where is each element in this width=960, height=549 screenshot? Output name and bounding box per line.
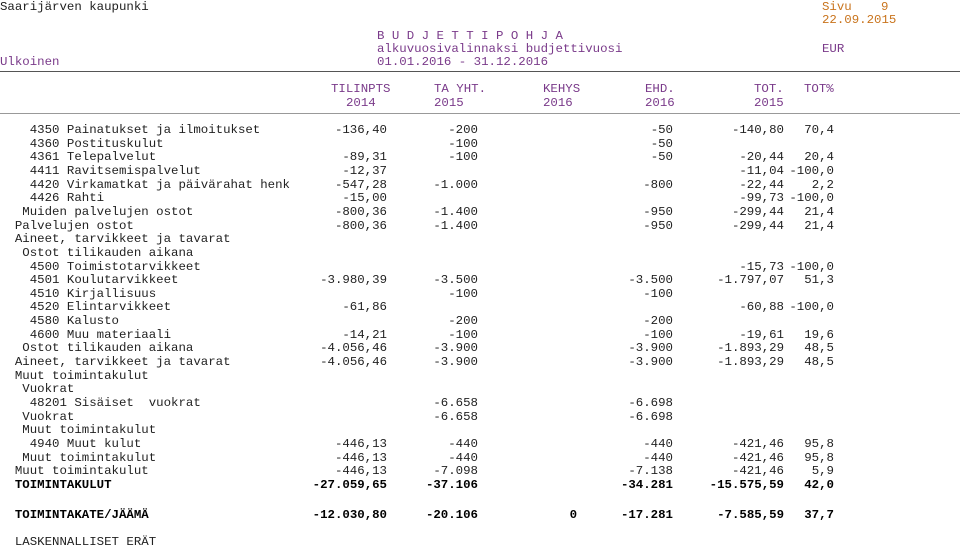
col-kehys-year: 2016: [543, 96, 573, 110]
cell-tayht: -100: [448, 287, 478, 301]
cell-tayht: -440: [448, 451, 478, 465]
cell-ehd: -50: [650, 150, 673, 164]
cell-tayht: -3.900: [433, 341, 478, 355]
table-row: [0, 314, 960, 328]
table-row: [0, 246, 960, 260]
cell-totp: -100,0: [789, 191, 834, 205]
cell-tilinpts: -547,28: [334, 178, 387, 192]
cell-tilinpts: -15,00: [342, 191, 387, 205]
table-row: [0, 287, 960, 301]
cell-tayht: -3.500: [433, 273, 478, 287]
col-tot-year: 2015: [754, 96, 784, 110]
cell-totp: -100,0: [789, 164, 834, 178]
cell-tayht: -440: [448, 437, 478, 451]
cell-tot: -22,44: [739, 178, 784, 192]
table-row: [0, 369, 960, 383]
cell-tayht: -200: [448, 314, 478, 328]
cell-ehd: -6.698: [628, 410, 673, 424]
row-label: Ostot tilikauden aikana: [0, 341, 194, 355]
cell-totp: -100,0: [789, 300, 834, 314]
cell-tilinpts: -446,13: [334, 451, 387, 465]
cell-tilinpts: -27.059,65: [312, 478, 387, 492]
row-label: Muiden palvelujen ostot: [0, 205, 194, 219]
cell-tot: -421,46: [731, 464, 784, 478]
cell-tayht: -3.900: [433, 355, 478, 369]
cell-tilinpts: -446,13: [334, 437, 387, 451]
cell-ehd: -3.900: [628, 341, 673, 355]
row-label: 4940 Muut kulut: [0, 437, 142, 451]
row-label: Aineet, tarvikkeet ja tavarat: [0, 355, 231, 369]
cell-tot: -15,73: [739, 260, 784, 274]
cell-ehd: -950: [643, 205, 673, 219]
cell-tayht: -100: [448, 328, 478, 342]
cell-tilinpts: -800,36: [334, 205, 387, 219]
table-row: [0, 423, 960, 437]
cell-totp: 2,2: [811, 178, 834, 192]
row-label: 4360 Postituskulut: [0, 137, 164, 151]
cell-tot: -20,44: [739, 150, 784, 164]
cell-tot: -15.575,59: [709, 478, 784, 492]
cell-totp: 70,4: [804, 123, 834, 137]
table-row: [0, 355, 960, 369]
col-ehd-label: EHD.: [645, 82, 675, 96]
row-label: TOIMINTAKULUT: [0, 478, 112, 492]
col-tayht-label: TA YHT.: [434, 82, 487, 96]
currency-label: EUR: [822, 42, 845, 56]
row-label: 4411 Ravitsemispalvelut: [0, 164, 201, 178]
cell-tayht: -1.400: [433, 219, 478, 233]
table-row: [0, 328, 960, 342]
cell-ehd: -440: [643, 437, 673, 451]
cell-tilinpts: -800,36: [334, 219, 387, 233]
table-row: [0, 341, 960, 355]
cell-totp: 21,4: [804, 205, 834, 219]
table-row: [0, 150, 960, 164]
cell-totp: 37,7: [804, 508, 834, 522]
cell-tot: -11,04: [739, 164, 784, 178]
cell-ehd: -50: [650, 137, 673, 151]
row-label: 4520 Elintarvikkeet: [0, 300, 172, 314]
row-label: Palvelujen ostot: [0, 219, 134, 233]
cell-tayht: -20.106: [425, 508, 478, 522]
cell-tilinpts: -136,40: [334, 123, 387, 137]
cell-tayht: -6.658: [433, 410, 478, 424]
cell-tot: -1.797,07: [717, 273, 784, 287]
cell-ehd: -100: [643, 287, 673, 301]
row-label: 4361 Telepalvelut: [0, 150, 157, 164]
table-row: [0, 260, 960, 274]
col-tot-label: TOT.: [754, 82, 784, 96]
section-label: Ulkoinen: [0, 55, 60, 69]
col-ehd-year: 2016: [645, 96, 675, 110]
cell-ehd: -3.900: [628, 355, 673, 369]
cell-totp: 48,5: [804, 355, 834, 369]
cell-tot: -99,73: [739, 191, 784, 205]
cell-tayht: -100: [448, 137, 478, 151]
row-label: 4426 Rahti: [0, 191, 105, 205]
table-row: [0, 123, 960, 137]
row-label: 4510 Kirjallisuus: [0, 287, 157, 301]
cell-tot: -19,61: [739, 328, 784, 342]
row-label: TOIMINTAKATE/JÄÄMÄ: [0, 508, 149, 522]
row-label: Muut toimintakulut: [0, 423, 157, 437]
cell-tayht: -1.400: [433, 205, 478, 219]
cell-tilinpts: -14,21: [342, 328, 387, 342]
cell-totp: 48,5: [804, 341, 834, 355]
table-row: [0, 273, 960, 287]
report-title: B U D J E T T I P O H J A: [377, 29, 563, 43]
cell-ehd: -7.138: [628, 464, 673, 478]
cell-tot: -299,44: [731, 219, 784, 233]
cell-totp: 95,8: [804, 437, 834, 451]
cell-tilinpts: -446,13: [334, 464, 387, 478]
cell-ehd: -440: [643, 451, 673, 465]
cell-ehd: -800: [643, 178, 673, 192]
row-label: 4500 Toimistotarvikkeet: [0, 260, 201, 274]
col-tayht-year: 2015: [434, 96, 464, 110]
cell-kehys: 0: [569, 508, 577, 522]
cell-ehd: -200: [643, 314, 673, 328]
col-totp-label: TOT%: [804, 82, 834, 96]
columns-separator: [0, 113, 960, 114]
cell-tilinpts: -12.030,80: [312, 508, 387, 522]
page-label: Sivu: [822, 0, 852, 14]
table-row: [0, 478, 960, 492]
table-row: [0, 451, 960, 465]
table-row: [0, 508, 960, 522]
col-kehys-label: KEHYS: [543, 82, 581, 96]
cell-ehd: -3.500: [628, 273, 673, 287]
cell-totp: 95,8: [804, 451, 834, 465]
cell-totp: 5,9: [811, 464, 834, 478]
page-number: 9: [881, 0, 889, 14]
table-row: [0, 178, 960, 192]
row-label: 4600 Muu materiaali: [0, 328, 172, 342]
cell-tot: -60,88: [739, 300, 784, 314]
table-row: [0, 300, 960, 314]
cell-tot: -1.893,29: [717, 341, 784, 355]
col-tilinpts-year: 2014: [346, 96, 376, 110]
table-row: [0, 437, 960, 451]
cell-tot: -421,46: [731, 437, 784, 451]
cell-tilinpts: -4.056,46: [320, 355, 387, 369]
cell-tilinpts: -89,31: [342, 150, 387, 164]
cell-tilinpts: -3.980,39: [320, 273, 387, 287]
row-label: Ostot tilikauden aikana: [0, 246, 194, 260]
cell-tayht: -200: [448, 123, 478, 137]
table-row: [0, 205, 960, 219]
report-subtitle: alkuvuosivalinnaksi budjettivuosi: [377, 42, 623, 56]
table-row: [0, 382, 960, 396]
cell-tayht: -6.658: [433, 396, 478, 410]
cell-tot: -1.893,29: [717, 355, 784, 369]
row-label: Aineet, tarvikkeet ja tavarat: [0, 232, 231, 246]
cell-totp: 19,6: [804, 328, 834, 342]
cell-totp: 21,4: [804, 219, 834, 233]
cell-ehd: -17.281: [620, 508, 673, 522]
table-row: [0, 137, 960, 151]
table-row: [0, 164, 960, 178]
cell-tilinpts: -61,86: [342, 300, 387, 314]
report-period: 01.01.2016 - 31.12.2016: [377, 55, 549, 69]
footer-label: [0, 535, 960, 549]
cell-ehd: -50: [650, 123, 673, 137]
organization-name: Saarijärven kaupunki: [0, 0, 149, 14]
cell-tayht: -37.106: [425, 478, 478, 492]
cell-tayht: -100: [448, 150, 478, 164]
table-row: [0, 191, 960, 205]
table-row: [0, 396, 960, 410]
row-label: 48201 Sisäiset vuokrat: [0, 396, 201, 410]
table-row: [0, 232, 960, 246]
cell-tot: -299,44: [731, 205, 784, 219]
cell-totp: -100,0: [789, 260, 834, 274]
cell-tot: -421,46: [731, 451, 784, 465]
cell-ehd: -950: [643, 219, 673, 233]
cell-tayht: -7.098: [433, 464, 478, 478]
cell-ehd: -6.698: [628, 396, 673, 410]
cell-tilinpts: -12,37: [342, 164, 387, 178]
table-row: [0, 219, 960, 233]
row-label: 4350 Painatukset ja ilmoitukset: [0, 123, 261, 137]
row-label: 4501 Koulutarvikkeet: [0, 273, 179, 287]
cell-totp: 51,3: [804, 273, 834, 287]
header-separator: [0, 71, 960, 72]
row-label: Vuokrat: [0, 410, 75, 424]
row-label: Muut toimintakulut: [0, 464, 149, 478]
cell-ehd: -100: [643, 328, 673, 342]
row-label: Vuokrat: [0, 382, 75, 396]
row-label: LASKENNALLISET ERÄT: [0, 535, 157, 549]
table-row: [0, 464, 960, 478]
cell-totp: 20,4: [804, 150, 834, 164]
table-row: [0, 410, 960, 424]
cell-tayht: -1.000: [433, 178, 478, 192]
cell-totp: 42,0: [804, 478, 834, 492]
cell-tilinpts: -4.056,46: [320, 341, 387, 355]
report-date: 22.09.2015: [822, 13, 897, 27]
row-label: 4580 Kalusto: [0, 314, 119, 328]
cell-ehd: -34.281: [620, 478, 673, 492]
row-label: Muut toimintakulut: [0, 369, 149, 383]
col-tilinpts-label: TILINPTS: [331, 82, 391, 96]
row-label: 4420 Virkamatkat ja päivärahat henk: [0, 178, 290, 192]
row-label: Muut toimintakulut: [0, 451, 157, 465]
cell-tot: -7.585,59: [717, 508, 784, 522]
cell-tot: -140,80: [731, 123, 784, 137]
